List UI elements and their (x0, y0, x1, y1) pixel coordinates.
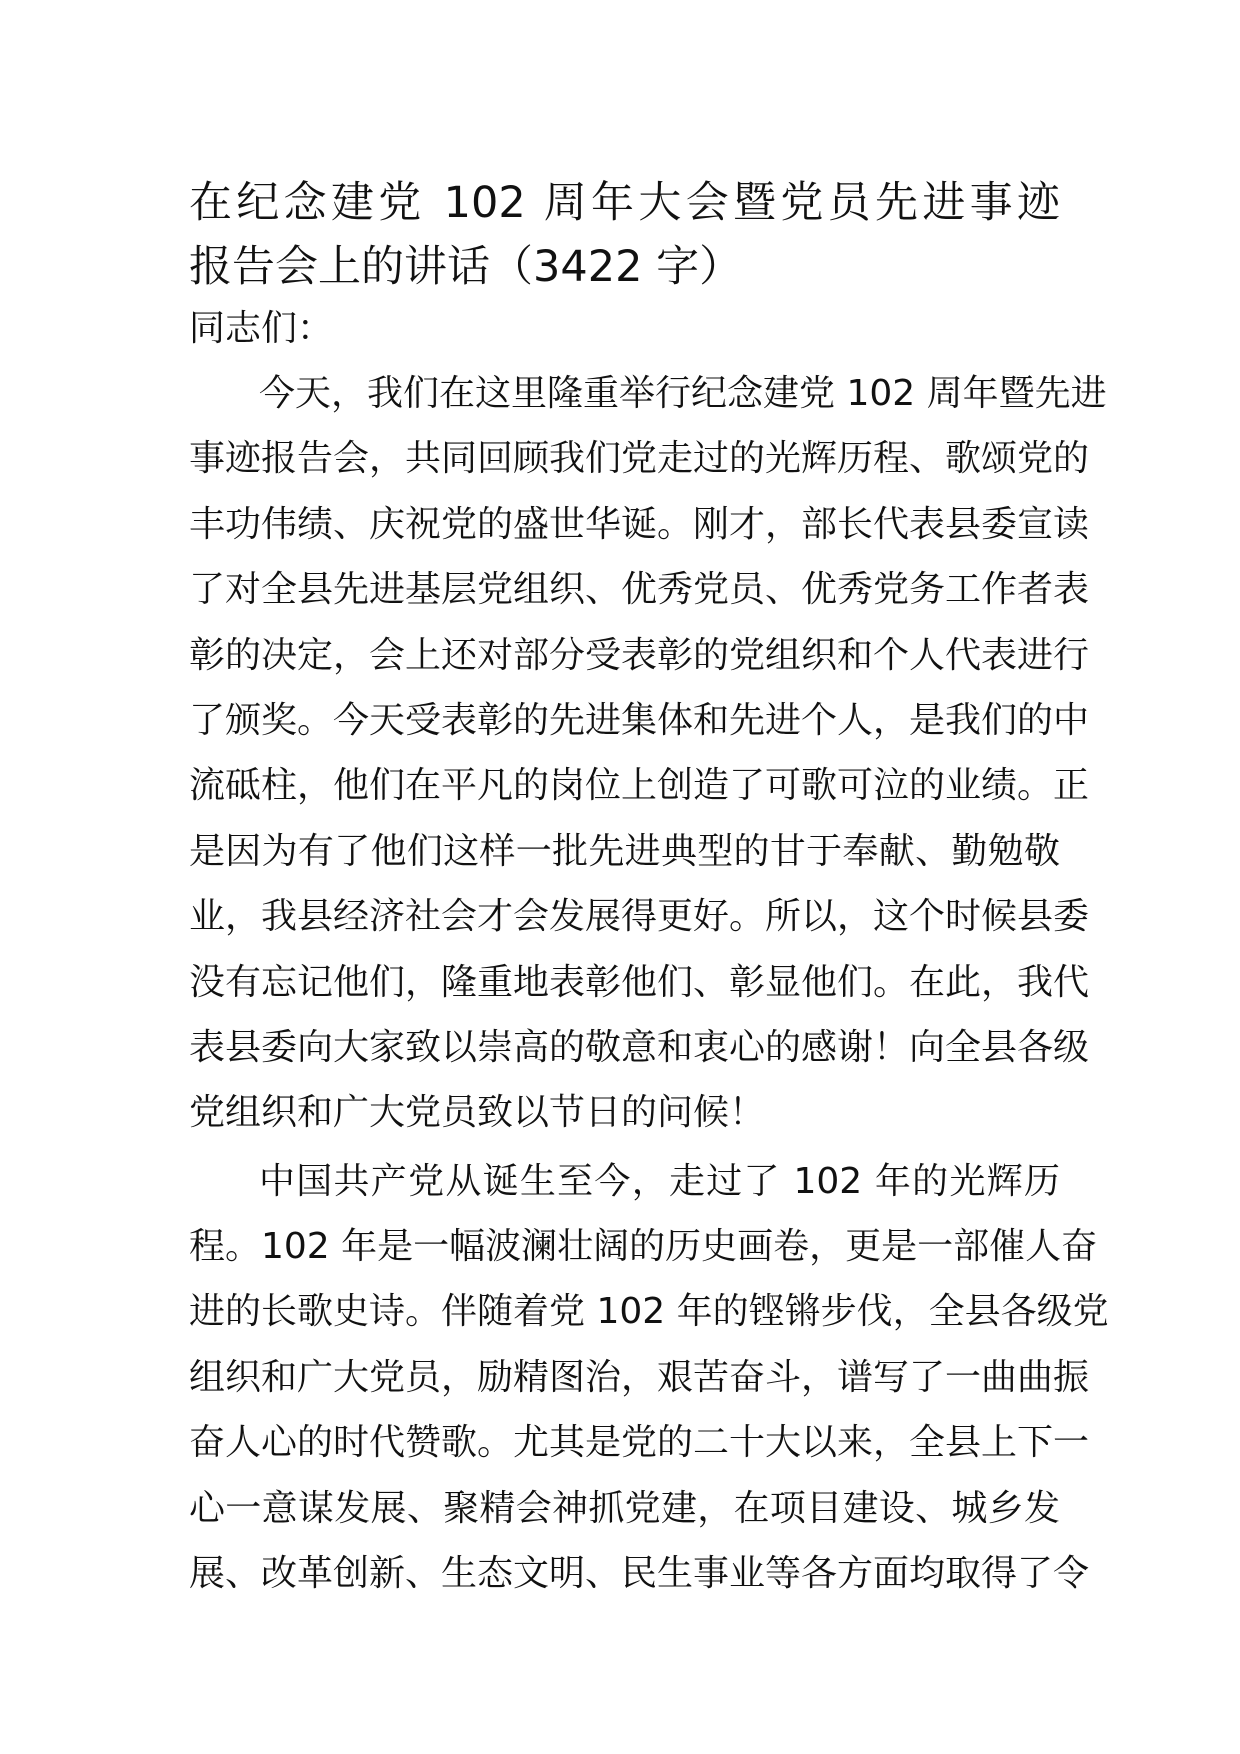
paragraph-line: 丰功伟绩、庆祝党的盛世华诞。刚才，部长代表县委宣读 (189, 503, 1090, 545)
paragraph (189, 1149, 1109, 1607)
paragraph-line: 组织和广大党员，励精图治，艰苦奋斗，谱写了一曲曲振 (189, 1356, 1090, 1398)
salutation: 同志们： (189, 308, 334, 349)
paragraph (189, 361, 1107, 1146)
paragraph-line: 业，我县经济社会才会发展得更好。所以，这个时候县委 (189, 896, 1090, 938)
title-line: 报告会上的讲话（3422 字） (189, 242, 743, 292)
document-title (189, 171, 1060, 299)
paragraph-line: 彰的决定，会上还对部分受表彰的党组织和个人代表进行 (189, 634, 1090, 676)
title-line: 在纪念建党 102 周年大会暨党员先进事迹 (189, 178, 1060, 228)
paragraph-line: 今天，我们在这里隆重举行纪念建党 102 周年暨先进 (259, 373, 1107, 414)
paragraph-line: 表县委向大家致以崇高的敬意和衷心的感谢！向全县各级 (189, 1026, 1090, 1068)
paragraph-line: 党组织和广大党员致以节日的问候！ (189, 1092, 766, 1134)
paragraph-line: 中国共产党从诞生至今，走过了 102 年的光辉历 (259, 1160, 1060, 1202)
paragraph-line: 心一意谋发展、聚精会神抓党建，在项目建设、城乡发 (189, 1487, 1060, 1529)
paragraph-line: 程。102 年是一幅波澜壮阔的历史画卷，更是一部催人奋 (189, 1226, 1098, 1268)
paragraph-line: 流砥柱，他们在平凡的岗位上创造了可歌可泣的业绩。正 (189, 765, 1090, 807)
paragraph-line: 是因为有了他们这样一批先进典型的甘于奉献、勤勉敬 (189, 830, 1060, 872)
paragraph-line: 事迹报告会，共同回顾我们党走过的光辉历程、歌颂党的 (189, 438, 1090, 480)
paragraph-line: 进的长歌史诗。伴随着党 102 年的铿锵步伐，全县各级党 (189, 1291, 1109, 1333)
paragraph-line: 奋人心的时代赞歌。尤其是党的二十大以来，全县上下一 (189, 1422, 1090, 1464)
paragraph-line: 了颁奖。今天受表彰的先进集体和先进个人，是我们的中 (189, 699, 1090, 741)
paragraph-line: 展、改革创新、生态文明、民生事业等各方面均取得了令 (189, 1553, 1090, 1595)
paragraph-line: 没有忘记他们，隆重地表彰他们、彰显他们。在此，我代 (189, 961, 1090, 1003)
document-body (189, 361, 1109, 1609)
paragraph-line: 了对全县先进基层党组织、优秀党员、优秀党务工作者表 (189, 569, 1090, 611)
